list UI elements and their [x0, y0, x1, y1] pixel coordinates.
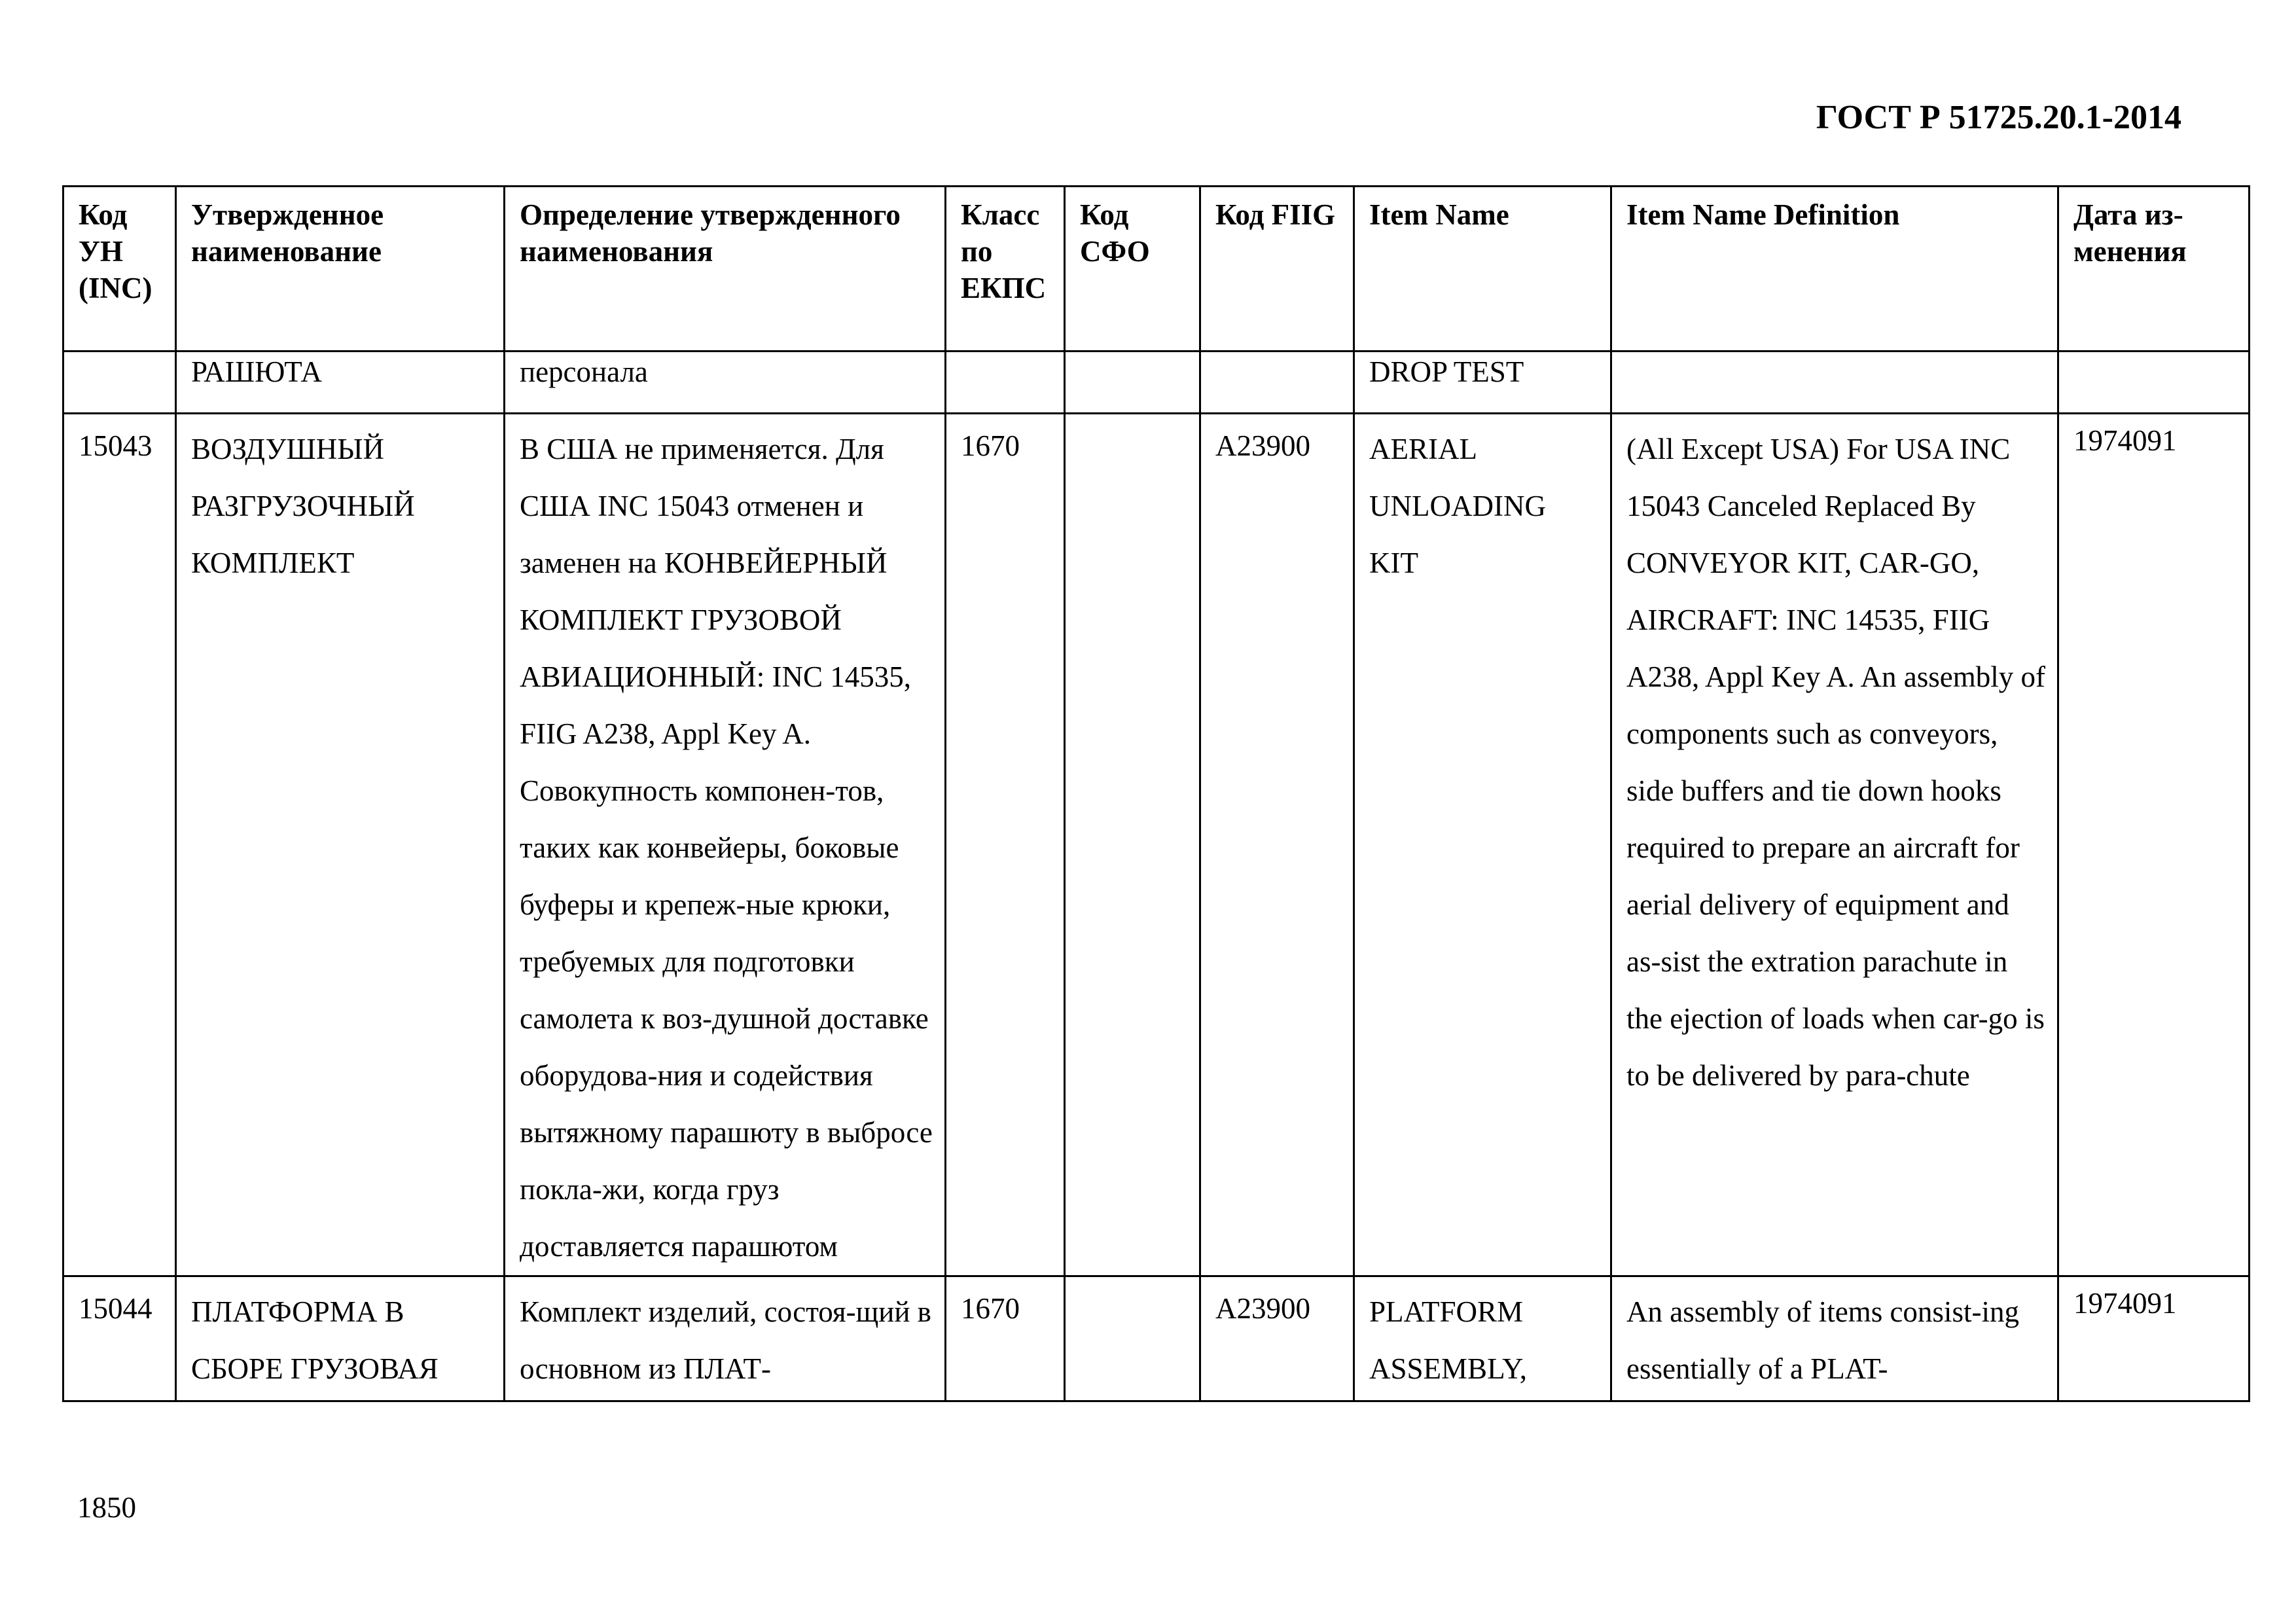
table-header-row	[63, 187, 2250, 352]
cell-sfo	[1065, 1276, 1200, 1401]
cell-fiig	[1200, 352, 1354, 414]
cell-definition: Комплект изделий, состоя-щий в основном из ПЛАТ-	[505, 1276, 946, 1401]
cell-item-definition	[1611, 352, 2058, 414]
cell-inc: 15044	[63, 1276, 176, 1401]
column-header-fiig: Код FIIG	[1200, 187, 1354, 352]
cell-class	[946, 352, 1065, 414]
table-row	[63, 352, 2250, 414]
page-number: 1850	[77, 1491, 136, 1524]
cell-class: 1670	[946, 414, 1065, 1276]
column-header-sfo: Код СФО	[1065, 187, 1200, 352]
cell-inc: 15043	[63, 414, 176, 1276]
catalog-table	[62, 185, 2250, 1402]
column-header-item-definition: Item Name Definition	[1611, 187, 2058, 352]
cell-item-name: PLATFORM ASSEMBLY,	[1354, 1276, 1611, 1401]
cell-item-definition: An assembly of items consist-ing essentially of a PLAT-	[1611, 1276, 2058, 1401]
cell-inc	[63, 352, 176, 414]
cell-fiig: A23900	[1200, 414, 1354, 1276]
table-row	[63, 1276, 2250, 1401]
cell-approved-name: РАШЮТА	[176, 352, 505, 414]
cell-change-date: 1974091	[2058, 414, 2250, 1276]
document-code: ГОСТ Р 51725.20.1-2014	[1816, 99, 2181, 136]
cell-fiig: A23900	[1200, 1276, 1354, 1401]
cell-definition: персонала	[505, 352, 946, 414]
column-header-definition: Определение утвержденного наименования	[505, 187, 946, 352]
column-header-change-date: Дата из-менения	[2058, 187, 2250, 352]
column-header-class: Класс по ЕКПС	[946, 187, 1065, 352]
cell-definition: В США не применяется. Для США INC 15043 отменен и заменен на КОНВЕЙЕРНЫЙ КОМПЛЕКТ ГРУЗОВОЙ АВИАЦИОННЫЙ: INC 14535, FIIG A238, Appl Key A. Совокупность компонен-тов, таких как конвейеры, боковые буферы и крепеж-ные крюки, требуемых для подготовки самолета к воз-душной доставке оборудова-ния и содействия вытяжному парашюту в выбросе покла-жи, когда груз доставляется парашютом	[505, 414, 946, 1276]
cell-item-definition: (All Except USA) For USA INC 15043 Canceled Replaced By CONVEYOR KIT, CAR-GO, AIRCRAFT: INC 14535, FIIG A238, Appl Key A. An assembly of components such as conveyors, side buffers and tie down hooks required to prepare an aircraft for aerial delivery of equipment and as-sist the extration parachute in the ejection of loads when car-go is to be delivered by para-chute	[1611, 414, 2058, 1276]
column-header-item-name: Item Name	[1354, 187, 1611, 352]
cell-sfo	[1065, 414, 1200, 1276]
cell-approved-name: ПЛАТФОРМА В СБОРЕ ГРУЗОВАЯ	[176, 1276, 505, 1401]
cell-change-date	[2058, 352, 2250, 414]
column-header-inc: Код УН (INC)	[63, 187, 176, 352]
cell-class: 1670	[946, 1276, 1065, 1401]
cell-sfo	[1065, 352, 1200, 414]
cell-item-name: AERIAL UNLOADING KIT	[1354, 414, 1611, 1276]
cell-approved-name: ВОЗДУШНЫЙ РАЗГРУЗОЧНЫЙ КОМПЛЕКТ	[176, 414, 505, 1276]
cell-change-date: 1974091	[2058, 1276, 2250, 1401]
table-row	[63, 414, 2250, 1276]
cell-item-name: DROP TEST	[1354, 352, 1611, 414]
column-header-approved-name: Утвержденное наименование	[176, 187, 505, 352]
